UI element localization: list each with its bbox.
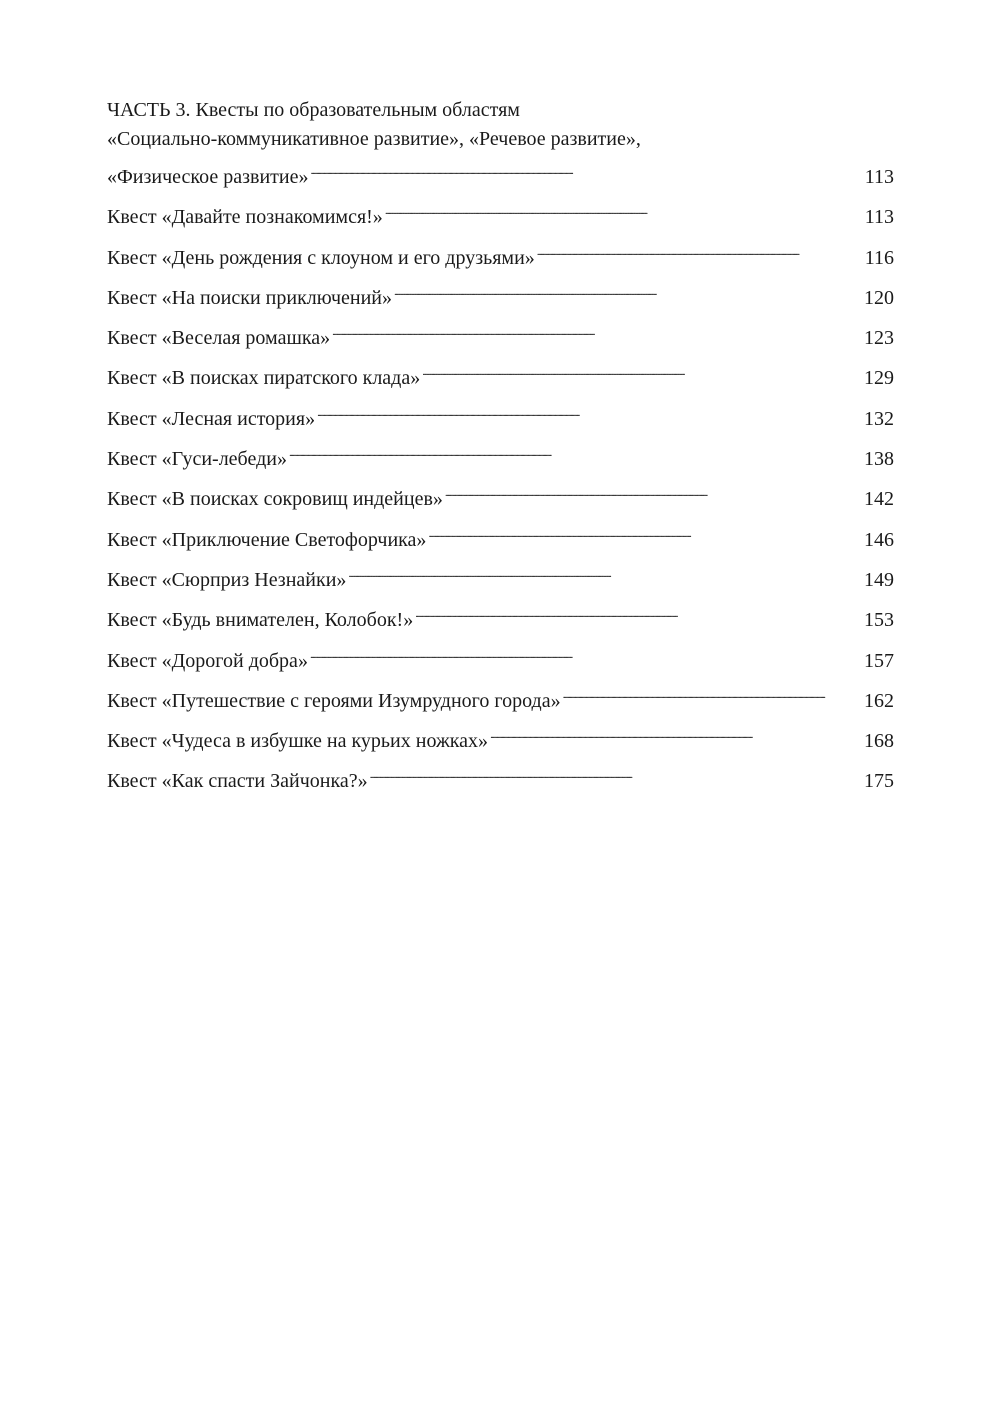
toc-entry[interactable] [107, 436, 894, 471]
table-of-contents [107, 96, 894, 793]
toc-entry[interactable] [107, 315, 894, 350]
toc-entry-title: Квест «В поисках пиратского клада» [107, 367, 421, 390]
toc-entry[interactable] [107, 355, 894, 390]
toc-entry[interactable] [107, 517, 894, 551]
dot-leader [490, 718, 862, 747]
toc-entry-page: 113 [864, 206, 894, 229]
toc-entry[interactable] [107, 678, 894, 712]
toc-entry-page: 123 [864, 327, 894, 350]
dot-leader [445, 476, 862, 505]
toc-entry-part[interactable] [107, 154, 894, 188]
toc-entry-page: 162 [864, 689, 894, 712]
toc-entry-page: 142 [864, 488, 894, 511]
toc-entry[interactable] [107, 194, 894, 229]
dot-leader [394, 275, 862, 304]
dot-leader [332, 315, 862, 344]
dot-leader [415, 597, 862, 626]
dot-leader [385, 194, 863, 223]
dot-leader [310, 638, 862, 667]
toc-entry-page: 149 [864, 568, 894, 591]
toc-entry[interactable] [107, 275, 894, 309]
toc-entry-page: 153 [864, 609, 894, 632]
toc-entry-title: Квест «Дорогой добра» [107, 649, 308, 672]
toc-entry-title: Квест «На поиски приключений» [107, 286, 393, 309]
toc-entry-title: «Физическое развитие» [107, 166, 309, 188]
toc-entry-title: Квест «Приключение Светофорчика» [107, 528, 427, 551]
toc-entry-title: Квест «Гуси-лебеди» [107, 448, 287, 471]
toc-entry-title: Квест «Веселая ромашка» [107, 327, 331, 350]
dot-leader [428, 517, 862, 546]
part-heading-line: ЧАСТЬ 3. Квесты по образовательным областям [107, 99, 520, 121]
dot-leader [317, 396, 862, 425]
toc-entry-page: 175 [864, 770, 894, 793]
dot-leader [537, 235, 863, 264]
dot-leader [348, 557, 862, 586]
toc-entry-page: 146 [864, 528, 894, 551]
toc-entry-page: 120 [864, 286, 894, 309]
toc-entry-page: 116 [864, 246, 894, 269]
toc-entry-title: Квест «Чудеса в избушке на курьих ножках» [107, 730, 489, 753]
part-heading [107, 96, 894, 154]
toc-entry-page: 157 [864, 649, 894, 672]
part-heading-line: «Социально-коммуникативное развитие», «Речевое развитие», [107, 128, 641, 150]
toc-entry[interactable] [107, 718, 894, 753]
toc-entry-page: 129 [864, 367, 894, 390]
toc-entry[interactable] [107, 597, 894, 632]
toc-entry-page: 113 [864, 166, 894, 188]
toc-entry-title: Квест «День рождения с клоуном и его друзьями» [107, 246, 535, 269]
toc-entry-title: Квест «Как спасти Зайчонка?» [107, 770, 368, 793]
toc-entry-page: 132 [864, 407, 894, 430]
toc-entry-page: 138 [864, 448, 894, 471]
toc-entry-title: Квест «Путешествие с героями Изумрудного города» [107, 689, 561, 712]
toc-entry-title: Квест «Будь внимателен, Колобок!» [107, 609, 414, 632]
toc-entry-list [107, 194, 894, 793]
toc-entry[interactable] [107, 476, 894, 511]
dot-leader [370, 758, 862, 787]
toc-entry-title: Квест «Лесная история» [107, 407, 316, 430]
toc-entry[interactable] [107, 235, 894, 269]
dot-leader [422, 355, 862, 384]
dot-leader [310, 154, 862, 183]
dot-leader [563, 678, 862, 707]
toc-entry[interactable] [107, 396, 894, 430]
toc-entry-title: Квест «Сюрприз Незнайки» [107, 568, 347, 591]
toc-entry-page: 168 [864, 730, 894, 753]
dot-leader [289, 436, 862, 465]
toc-entry-title: Квест «Давайте познакомимся!» [107, 206, 383, 229]
toc-entry[interactable] [107, 557, 894, 591]
toc-entry-title: Квест «В поисках сокровищ индейцев» [107, 488, 443, 511]
toc-entry[interactable] [107, 758, 894, 793]
toc-entry[interactable] [107, 638, 894, 672]
